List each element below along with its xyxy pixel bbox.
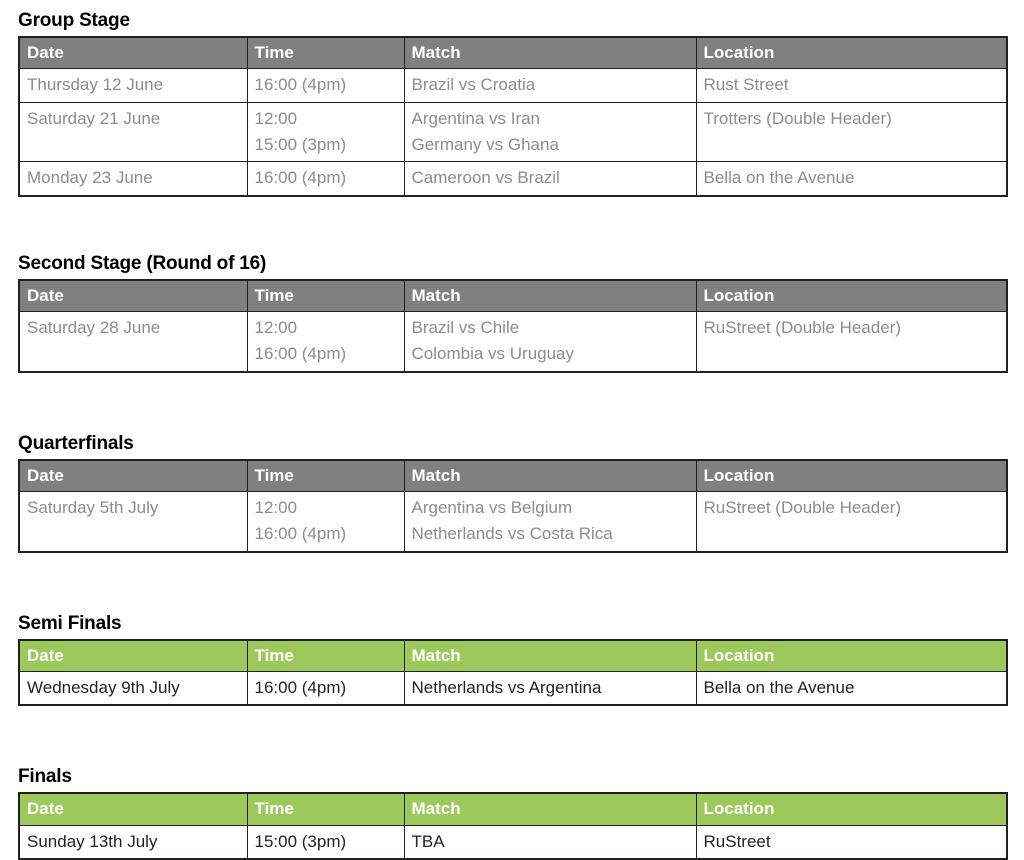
column-header-date: Date <box>19 640 247 672</box>
table-header-row <box>19 280 1007 312</box>
table-header-row <box>19 793 1007 825</box>
column-header-match: Match <box>404 460 696 492</box>
table-row <box>19 672 1007 706</box>
column-header-location: Location <box>696 280 1007 312</box>
cell-date: Monday 23 June <box>19 162 247 196</box>
column-header-match: Match <box>404 37 696 69</box>
schedule-table <box>18 279 1008 373</box>
column-header-location: Location <box>696 640 1007 672</box>
cell-date: Saturday 21 June <box>19 102 247 162</box>
cell-location: Trotters (Double Header) <box>696 102 1007 162</box>
column-header-time: Time <box>247 37 404 69</box>
cell-date: Wednesday 9th July <box>19 672 247 706</box>
cell-match: Cameroon vs Brazil <box>404 162 696 196</box>
section-title: Semi Finals <box>18 612 122 634</box>
table-row <box>19 492 1007 552</box>
table-row <box>19 825 1007 859</box>
column-header-location: Location <box>696 793 1007 825</box>
column-header-match: Match <box>404 793 696 825</box>
section-group-stage <box>18 10 1006 197</box>
section-title: Finals <box>18 766 72 788</box>
cell-location: Bella on the Avenue <box>696 672 1007 706</box>
column-header-date: Date <box>19 460 247 492</box>
cell-time: 15:00 (3pm) <box>247 825 404 859</box>
section-quarterfinals <box>18 433 1006 553</box>
column-header-time: Time <box>247 793 404 825</box>
section-second-stage <box>18 253 1006 373</box>
column-header-match: Match <box>404 280 696 312</box>
section-title: Group Stage <box>18 10 130 31</box>
cell-location: Rust Street <box>696 69 1007 102</box>
column-header-time: Time <box>247 280 404 312</box>
schedule-table <box>18 36 1008 197</box>
column-header-match: Match <box>404 640 696 672</box>
schedule-table <box>18 639 1008 707</box>
schedule-table <box>18 792 1008 860</box>
cell-location: RuStreet (Double Header) <box>696 312 1007 372</box>
column-header-date: Date <box>19 280 247 312</box>
cell-match: Brazil vs Chile Colombia vs Uruguay <box>404 312 696 372</box>
cell-date: Saturday 28 June <box>19 312 247 372</box>
table-row <box>19 312 1007 372</box>
spacer <box>18 373 1006 433</box>
cell-date: Thursday 12 June <box>19 69 247 102</box>
cell-time: 16:00 (4pm) <box>247 69 404 102</box>
cell-time: 12:00 16:00 (4pm) <box>247 492 404 552</box>
column-header-location: Location <box>696 460 1007 492</box>
spacer <box>18 553 1006 613</box>
table-row <box>19 69 1007 102</box>
cell-date: Saturday 5th July <box>19 492 247 552</box>
column-header-time: Time <box>247 460 404 492</box>
table-header <box>19 640 1007 672</box>
table-header-row <box>19 37 1007 69</box>
section-title: Quarterfinals <box>18 432 134 454</box>
column-header-date: Date <box>19 793 247 825</box>
cell-match: Netherlands vs Argentina <box>404 672 696 706</box>
table-header <box>19 793 1007 825</box>
table-row <box>19 102 1007 162</box>
section-title: Second Stage (Round of 16) <box>18 252 267 274</box>
table-header <box>19 460 1007 492</box>
column-header-date: Date <box>19 37 247 69</box>
cell-time: 12:00 15:00 (3pm) <box>247 102 404 162</box>
table-row <box>19 162 1007 196</box>
column-header-time: Time <box>247 640 404 672</box>
schedule-table <box>18 459 1008 553</box>
cell-match: TBA <box>404 825 696 859</box>
spacer <box>18 706 1006 766</box>
column-header-location: Location <box>696 37 1007 69</box>
spacer <box>18 197 1006 253</box>
cell-time: 16:00 (4pm) <box>247 162 404 196</box>
cell-match: Brazil vs Croatia <box>404 69 696 102</box>
section-finals <box>18 766 1006 860</box>
cell-location: Bella on the Avenue <box>696 162 1007 196</box>
cell-location: RuStreet (Double Header) <box>696 492 1007 552</box>
section-semi-finals <box>18 613 1006 707</box>
cell-match: Argentina vs Iran Germany vs Ghana <box>404 102 696 162</box>
table-header-row <box>19 460 1007 492</box>
table-header-row <box>19 640 1007 672</box>
cell-time: 16:00 (4pm) <box>247 672 404 706</box>
table-header <box>19 280 1007 312</box>
cell-location: RuStreet <box>696 825 1007 859</box>
table-header <box>19 37 1007 69</box>
cell-time: 12:00 16:00 (4pm) <box>247 312 404 372</box>
cell-date: Sunday 13th July <box>19 825 247 859</box>
cell-match: Argentina vs Belgium Netherlands vs Costa Rica <box>404 492 696 552</box>
